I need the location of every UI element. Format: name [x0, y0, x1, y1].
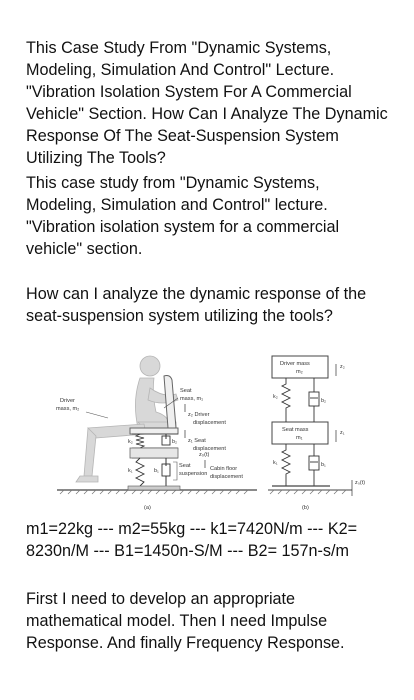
b-z0-label: z₀(t) [355, 480, 366, 486]
a-driver-disp-label-2: displacement [193, 420, 226, 426]
b-seat-mass-label-1: Seat mass [282, 427, 309, 433]
a-driver-mass-label-1: Driver [60, 398, 75, 404]
a-seat-susp-label-2: suspension [179, 471, 208, 477]
a-seat-mass-label-2: mass, m₁ [180, 396, 204, 402]
b-z2-label: z₂ [340, 364, 345, 370]
a-k2-label: k₂ [128, 439, 133, 445]
b-driver-mass-label-2: m₂ [296, 369, 303, 375]
a-seat-susp-label-1: Seat [179, 463, 191, 469]
a-caption: (a) [144, 505, 151, 511]
a-b2-label: b₂ [172, 439, 178, 445]
a-cabin-label-1: Cabin floor [210, 466, 238, 472]
a-b1-label: b₁ [154, 468, 159, 474]
a-seat-disp-label-2: displacement [193, 446, 226, 452]
b-b1-label: b₁ [321, 462, 326, 468]
b-k2-label: k₂ [273, 394, 278, 400]
a-driver-disp-label-1: z₂ Driver [188, 412, 210, 418]
question-title: This Case Study From "Dynamic Systems, Modeling, Simulation And Control" Lecture. "Vibration Isolation System For A Commercial Vehicle" Section. How Can I Analyze The Dynamic Response Of The Seat-Suspension System Utilizing The Tools? [26, 39, 388, 167]
driver-figure [76, 356, 178, 482]
parameter-values: m1=22kg --- m2=55kg --- k1=7420N/m --- K2= 8230n/M --- B1=1450n-S/M --- B2= 157n-s/m [26, 520, 358, 560]
b-driver-mass-label-1: Driver mass [280, 361, 310, 367]
a-z0-label: z₀(t) [199, 452, 210, 458]
a-k1-label: k₁ [128, 468, 133, 474]
question-request: First I need to develop an appropriate mathematical model. Then I need Impulse Response. And finally Frequency Response. [26, 590, 345, 652]
b-caption: (b) [302, 505, 309, 511]
seat-suspension-figure [52, 346, 372, 516]
a-seat-disp-label-1: z₁ Seat [188, 438, 206, 444]
b-b2-label: b₂ [321, 398, 327, 404]
question-paragraph-1: This case study from "Dynamic Systems, Modeling, Simulation and Control" lecture. "Vibration isolation system for a commercial vehicle" section. [26, 174, 340, 258]
panel-a [56, 356, 257, 511]
a-cabin-label-2: displacement [210, 474, 243, 480]
b-k1-label: k₁ [273, 460, 278, 466]
b-z1-label: z₁ [340, 430, 345, 436]
a-seat-mass-label-1: Seat [180, 388, 192, 394]
b-seat-mass-label-2: m₁ [296, 435, 303, 441]
seat-suspension-diagram [52, 346, 372, 516]
a-driver-mass-label-2: mass, m₂ [56, 406, 80, 412]
panel-b [268, 356, 365, 511]
question-paragraph-2: How can I analyze the dynamic response of the seat-suspension system utilizing the tools? [26, 285, 367, 325]
